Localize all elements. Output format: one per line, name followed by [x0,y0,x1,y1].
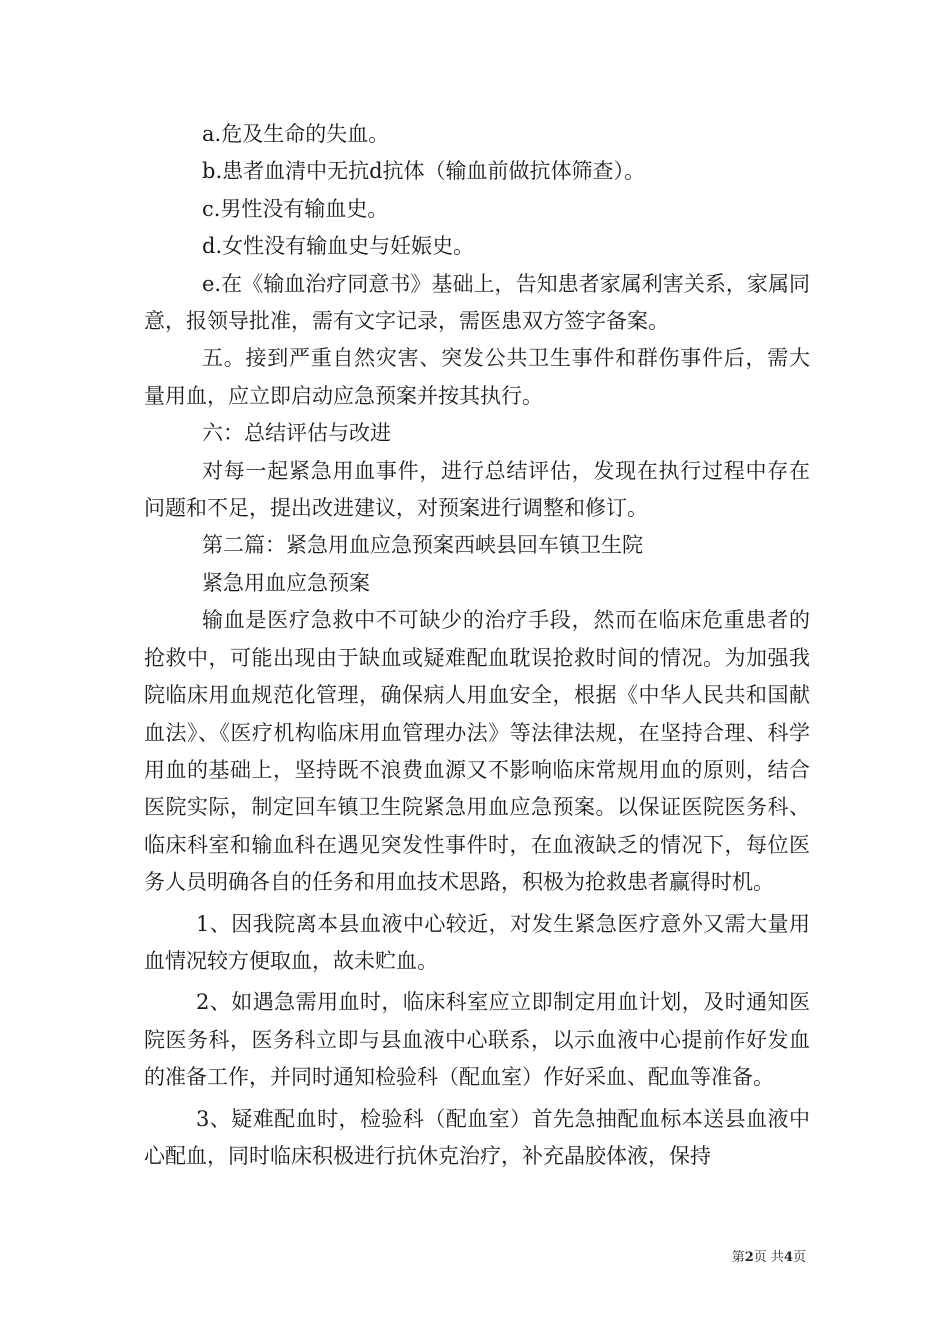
numbered-item: 1、因我院离本县血液中心较近，对发生紧急医疗意外又需大量用血情况较方便取血，故未贮血。 [144,911,810,973]
paragraph: e.在《输血治疗同意书》基础上，告知患者家属利害关系，家属同意，报领导批准，需有文字记录，需医患双方签字备案。 [144,271,810,334]
paragraph: a.危及生命的失血。 [202,122,390,146]
plan-title: 紧急用血应急预案 [202,570,370,595]
numbered-item: 3、疑难配血时，检验科（配血室）首先急抽配血标本送县血液中心配血，同时临床积极进行抗休克治疗，补充晶胶体液，保持 [144,1106,810,1168]
footer-suffix: 页 [792,1250,806,1265]
page-number-footer [732,1246,806,1265]
footer-prefix: 第 [731,1250,745,1265]
footer-middle: 页 共 [753,1250,784,1265]
paragraph: c.男性没有输血史。 [202,196,389,221]
paragraph: 输血是医疗急救中不可缺少的治疗手段，然而在临床危重患者的抢救中，可能出现由于缺血或疑难配血耽误抢救时间的情况。为加强我院临床用血规范化管理，确保病人用血安全，根据《中华人民共和国献血法》、《医疗机构临床用血管理办法》等法律法规，在坚持合理、科学用血的基础上，坚持既不浪费血源又不影响临床常规用血的原则，结合医院实际，制定回车镇卫生院紧急用血应急预案。以保证医院医务科、临床科室和输血科在遇见突发性事件时，在血液缺乏的情况下，每位医务人员明确各自的任务和用血技术思路，积极为抢救患者赢得时机。 [144,608,810,895]
section-six-heading: 六：总结评估与改进 [202,421,391,446]
paragraph: b.患者血清中无抗d抗体（输血前做抗体筛查）。 [202,159,646,184]
paragraph: d.女性没有输血史与妊娠史。 [202,234,475,259]
document-body [144,116,810,1175]
footer-total-pages: 4 [783,1250,793,1265]
paragraph: 对每一起紧急用血事件，进行总结评估，发现在执行过程中存在问题和不足，提出改进建议，对预案进行调整和修订。 [144,458,810,521]
chapter-title: 第二篇：紧急用血应急预案西峡县回车镇卫生院 [202,533,643,558]
footer-current-page: 2 [744,1250,754,1265]
section-five-paragraph: 五。接到严重自然灾害、突发公共卫生事件和群伤事件后，需大量用血，应立即启动应急预案并按其执行。 [144,346,810,408]
numbered-item: 2、如遇急需用血时，临床科室应立即制定用血计划，及时通知医院医务科，医务科立即与县血液中心联系，以示血液中心提前作好发血的准备工作，并同时通知检验科（配血室）作好采血、配血等准备。 [144,990,810,1090]
